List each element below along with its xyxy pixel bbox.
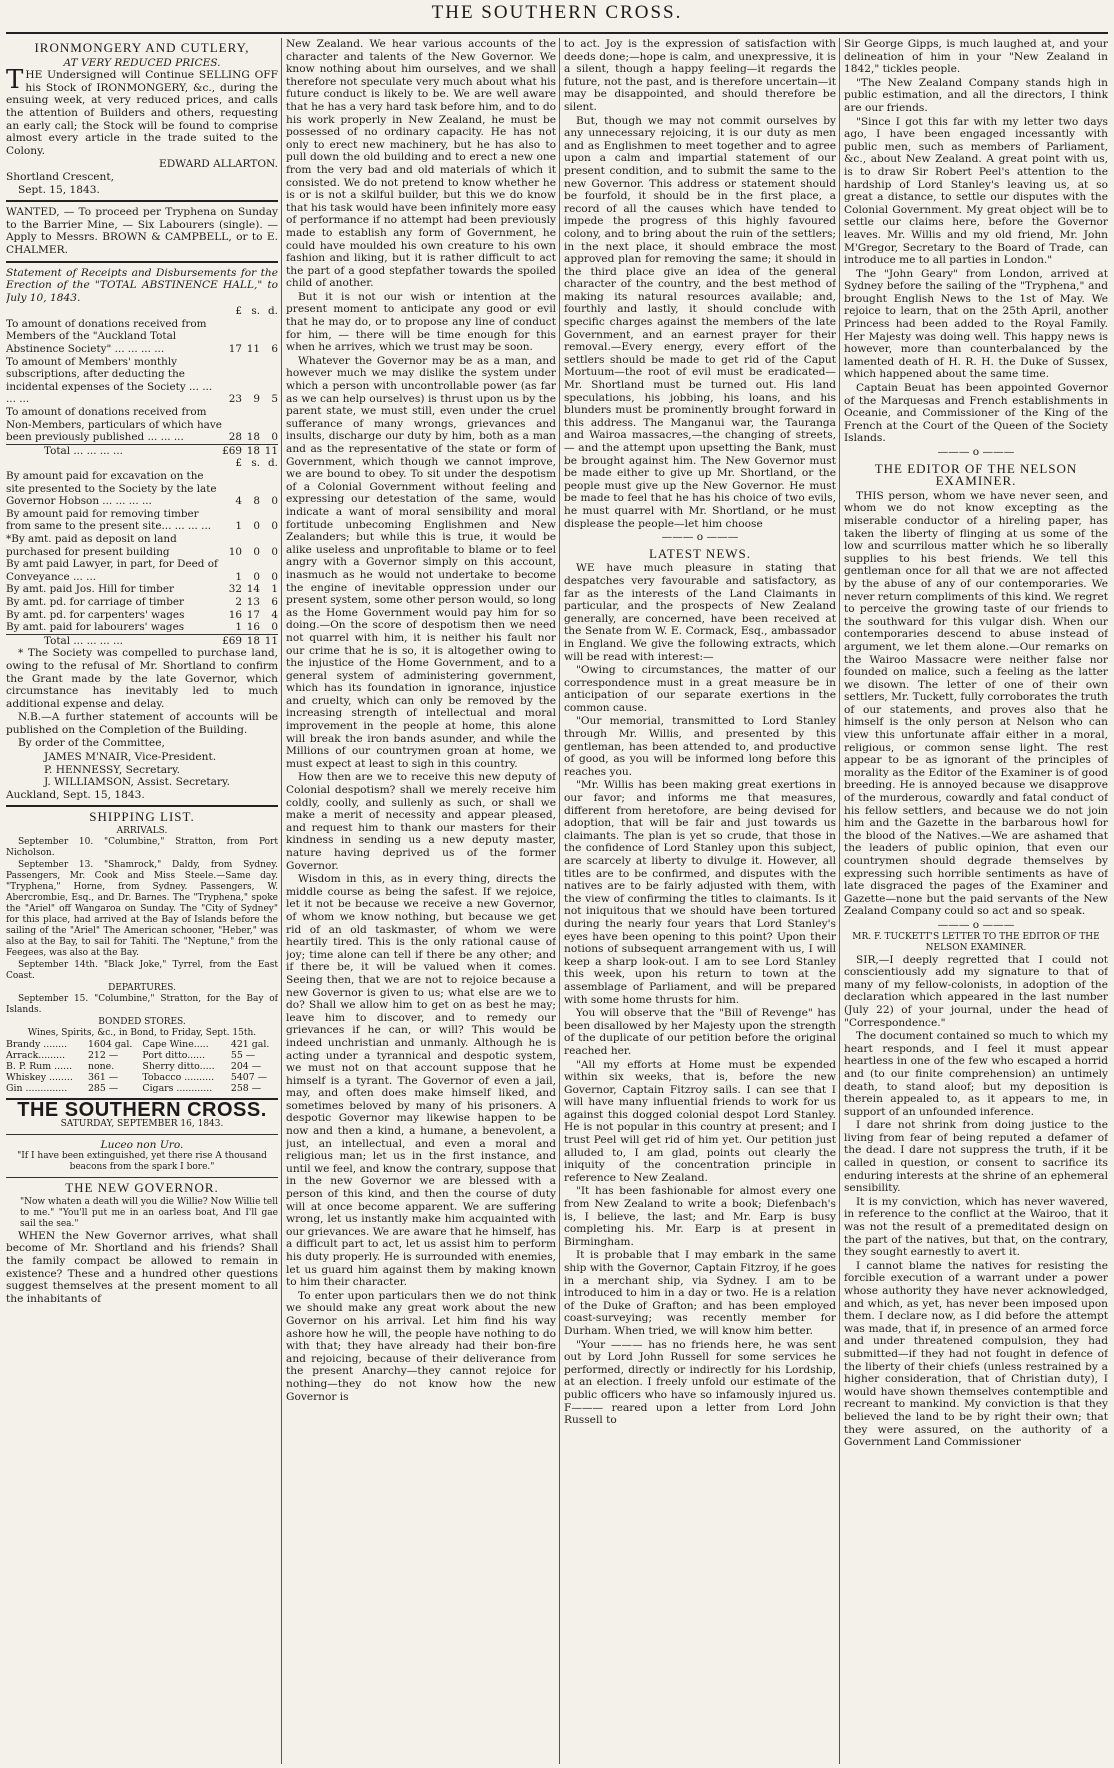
news-paragraph: It is probable that I may embark in the same ship with the Governor, Captain Fitzroy, if he goes in a merchant ship, via Sydney. I am to be introduced to him in a day or two. He is a relation of the Duke of Grafton; and has been employed coast-surveying; was recently member for Durham. When tried, we will know him better. (564, 1249, 836, 1337)
motto: Luceo non Uro. (100, 1138, 184, 1151)
news-paragraph: "Mr. Willis has been making great exertions in our favor; and informs me that measures, different from heretofore, are being devised for adoption, that will be fair and just towards us claimants. The plan is yet so crude, that those in the confidence of Lord Stanley upon this subject, are scarcely at liberty to divulge it. However, all titles are to be confirmed, and disputes with the natives are to be fairly adjusted with them, with the view of confirming the titles to claimants. Is it not iniquitous that we should have been tortured during the nearly four years that Lord Stanley's eyes have been opening to this point? Upon their notions of subsequent arrangement with us, I will keep a sharp look-out. I am to see Lord Stanley this week, upon his return to town at the assemblage of Parliament, and will be prepared with some home thrusts for him. (564, 779, 836, 1006)
rule (6, 261, 278, 263)
article-paragraph: Wisdom in this, as in every thing, directs the middle course as being the safest. If we rejoice, let it not be because we receive a new Governor, of whom we know nothing, but because we get rid of an old taskmaster, of whom we were heartily tired. This is the only rational cause of joy; time alone can tell if there be any other; and if there be, it will be valued when it comes. Seeing then, that we are not to rejoice because a new Governor is given to us; what else are we to do? Shall we allow him to get on as best he may; leave him to discover, and to remedy our grievances if he can, or will? This would be indeed unchristian and unmanly. Although he is acting under a tyrannical and despotic system, we must not on that account suppose that he himself is a tyrant. The Governor of even a jail, may, and often does make himself liked, and sometimes beloved by many of his prisoners. A despotic Governor may likewise happen to be now and then a kind, a humane, a benevolent, a just, an intellectual, and even a moral and religious man; let us in the first instance, and until we feel, and know the contrary, suppose that in the new Governor we are blessed with a person of this kind, and then the course of duty will at once become apparent. We are suffering wrong, let us instantly make him acquainted with our grievances. We are aware that he himself, has a difficult part to act, let us assist him to perform his duty properly. He is surrounded with enemies, let us guard him against them by making known to him their character. (286, 873, 556, 1289)
new-governor-body: WHEN the New Governor arrives, what shall become of Mr. Shortland and his friends? Shall the family compact be allowed to remain in existence? These and a hundred other questions suggest themselves at the present moment to all the inhabitants of (6, 1229, 278, 1305)
paper-title: THE SOUTHERN CROSS. (17, 1099, 267, 1122)
letter-paragraph: The document contained so much to which my heart responds, and I feel it must appear heartless in one of the few who escaped a horrid and (to our finite comprehension) an untimely death, to stand aloof; but my deposition is therein appealed to, as it appears to me, in support of an unfounded inference. (844, 1030, 1108, 1118)
article-paragraph: New Zealand. We hear various accounts of the character and talents of the New Governor. We know nothing about him ourselves, and we shall therefore not speculate very much about what his future conduct is likely to be. We are well aware that he has a very hard task before him, and to do his work properly in New Zealand, he must be possessed of no ordinary capacity. He has not only to erect new machinery, but he has also to pull down the old building and to erect a new one from the very bad and old materials of which it consisted. We do not pretend to know whether he is or is not a skilful builder, but this we do know that his task would have been infinitely more easy of performance if no attempt had been previously made to establish any form of Government, he could have moulded his own creature to his own fashion and liking, but it is rather difficult to act the part of a good stepfather towards the spoiled child of another. (286, 38, 556, 290)
masthead-title: THE SOUTHERN CROSS. (431, 2, 683, 23)
statement-title: Statement of Receipts and Disbursements for the Erection of the "TOTAL ABSTINENCE HALL," to July 10, 1843. (6, 266, 278, 304)
letter-title: MR. F. TUCKETT'S LETTER TO THE EDITOR OF THE NELSON EXAMINER. (852, 931, 1100, 953)
table-row: By amount paid for excavation on the site presented to the Society by the late Governor Hobson ... ... ... ... 4 8 0 (6, 470, 278, 508)
news-paragraph: "It has been fashionable for almost every one from New Zealand to write a book; Diefenbach's is, I believe, the last; and Mr. Earp is busy completing his. Mr. Earp is at present in Birmingham. (564, 1185, 836, 1248)
article-paragraph: Captain Beuat has been appointed Governor of the Marquesas and French establishments in Oceanie, and Commissioner of the King of the French at the Court of the Queen of the Society Islands. (844, 382, 1108, 445)
receipts-table: £ s. d. To amount of donations received from Members of the "Auckland Total Abstinence Society" ... ... ... ... 17 11 6 To amount of Members' monthly subscriptions, after deducting the incidental expenses of the Society ... ... ... ... 23 9 5 To amount of donations received from Non-Members, particulars of which have been previously published ... ... ... 28 18 0 Total ... ... ... ... £69 18 11 (6, 305, 278, 457)
table-row: To amount of donations received from Members of the "Auckland Total Abstinence Society" ... ... ... ... 17 11 6 (6, 317, 278, 356)
column-4 (844, 38, 1108, 1764)
ironmongery-title: IRONMONGERY AND CUTLERY, (34, 40, 250, 55)
ironmongery-subtitle: AT VERY REDUCED PRICES. (63, 56, 221, 69)
wanted-ad: WANTED, — To proceed per Tryphena on Sunday to the Barrier Mine, — Six Labourers (single). — Apply to Messrs. BROWN & CAMPBELL, or to E. CHALMER. (6, 206, 278, 256)
column-divider (281, 38, 282, 1764)
article-paragraph: But it is not our wish or intention at the present moment to anticipate any good or evil that he may do, or to propose any line of conduct for him, — there will be time enough for this when he arrives, which we trust may be soon. (286, 290, 556, 354)
article-paragraph: to act. Joy is the expression of satisfaction with deeds done;—hope is calm, and unexpressive, it is a silent, though a happy feeling—it regards the future, not the past, and is therefore uncertain—it may be disappointed, and should therefore be silent. (564, 38, 836, 113)
ornament-rule: ——— o ——— (937, 446, 1015, 458)
table-row: By amt. paid for labourers' wages 1 16 0 (6, 621, 278, 634)
table-row: Gin .............. 285 — Cigars ............ 258 — (6, 1083, 262, 1095)
article-paragraph: But, though we may not commit ourselves by any unnecessary rejoicing, it is our duty as men and as Englishmen to meet together and to agree upon a calm and impartial statement of our present condition, and to submit the same to the new Governor. This address or statement should be fourfold, it should be in the first place, a record of all the causes which have tended to impede the progress of this highly favoured colony, and to bring about the ruin of the settlers; in the next place, it should embrace the most approved plan for removing the same; it should in the third place give an idea of the general character of the country, and the best method of making its natural resources available; and, fourthly and lastly, it should conclude with specific charges against the members of the late Government, and an earnest prayer for their removal.—Every energy, every effort of the settlers should be made to get rid of the Caput Mortuum—the root of evil must be eradicated—Mr. Shortland must be turned out. His land speculations, his jobbing, his loans, and his blunders must be prominently brought forward in this address. The Manganui war, the Tauranga and Wairoa massacres,—the changing of streets, — and the attempt upon upsetting the Bank, must be brought against him. The New Governor must be made either to give up Mr. Shortland, or the people must give up the New Governor. He must be made to feel that he has his choice of two evils, he must quarrel with Mr. Shortland, or he must displease the people—let him choose (564, 114, 836, 530)
signature: P. HENNESSY, Secretary. (44, 763, 181, 776)
ornament-rule: ——— o ——— (937, 918, 1015, 931)
statement-place: Auckland, Sept. 15, 1843. (6, 788, 145, 801)
article-paragraph: How then are we to receive this new deputy of Colonial despotism? shall we merely receive him coldly, coolly, and sullenly as such, or shall we make a merit of necessity and appear pleased, and request him to thank our masters for their kindness in sending us a new deputy master, nature having deprived us of the former Governor. (286, 771, 556, 872)
news-paragraph: "Owing to circumstances, the matter of our correspondence must in a great measure be in anticipation of our separate exertions in the common cause. (564, 664, 836, 714)
signature: J. WILLIAMSON, Assist. Secretary. (44, 776, 230, 789)
article-paragraph: "Since I got this far with my letter two days ago, I have been engaged incessantly with public men, such as members of Parliament, &c., about New Zealand. A great point with us, is to draw Sir Robert Peel's attention to the hardship of Lord Stanley's leaving us, at so great a distance, to settle our disputes with the Colonial Government. My great object will be to settle our claims here, before the Governor leaves. Mr. Willis and my old friend, Mr. John M'Gregor, Secretary to the Board of Trade, can introduce me to all parties in London." (844, 115, 1108, 267)
table-row: To amount of donations received from Non-Members, particulars of which have been previously published ... ... ... 28 18 0 (6, 406, 278, 444)
bonded-title: BONDED STORES. (98, 1017, 186, 1028)
nb-note: N.B.—A further statement of accounts will be published on the Completion of the Building. (6, 711, 278, 736)
total-row: Total ... ... ... ... £69 18 11 (6, 444, 278, 457)
column-2 (286, 38, 556, 1764)
latest-news-title: LATEST NEWS. (648, 545, 752, 561)
rule (6, 805, 278, 807)
ironmongery-place: Shortland Crescent, (6, 170, 114, 183)
bonded-subtitle: Wines, Spirits, &c., in Bond, to Friday, Sept. 15th. (27, 1028, 257, 1039)
letter-paragraph: I dare not shrink from doing justice to the living from fear of being reputed a defamer of the dead. I dare not suppress the truth, if it be called in question, or consent to sacrifice its enduring interests at the shrine of an ephemeral sensibility. (844, 1119, 1108, 1195)
dropcap: T (6, 65, 24, 96)
arrival-entry: September 13. "Shamrock," Daldy, from Sydney. Passengers, Mr. Cook and Miss Steele.—Same day. "Tryphena," Horne, from Sydney. Passengers, W. Abercrombie, Esq., and Dr. Barnes. The "Tryphena," spoke the "Ariel" off Wangaroa on Sunday. The "City of Sydney" for this place, had arrived at the Bay of Islands before the sailing of the "Ariel" The American schooner, "Heber," was also at the Bay, to sail for Tahiti. The "Neptune," from the Feegees, was also at the Bay. (6, 860, 278, 959)
table-row: *By amt. paid as deposit on land purchased for present building 10 0 0 (6, 532, 278, 558)
masthead-rule (6, 32, 1108, 34)
column-divider (559, 38, 560, 1764)
disbursements-table: £ s. d. By amount paid for excavation on the site presented to the Society by the late Governor Hobson ... ... ... ... 4 8 0 By amount paid for removing timber from same to the present site... ... ... ... 1 0 0 *By amt. paid as deposit on land purchased for present building 10 0 0 By amt paid Lawyer, in part, for Deed of Conveyance ... ... 1 0 0 By amt. paid Jos. Hill for timber 32 14 1 By amt. pd. for carriage of timber 2 13 6 By amt. pd. for carpenters' wages 16 17 4 By amt. paid for labourers' wages 1 16 0 Total ... ... ... ... £69 18 11 (6, 457, 278, 647)
motto-verse: "If I have been extinguished, yet there rise A thousand beacons from the spark I bore." (17, 1151, 267, 1173)
arrival-entry: September 10. "Columbine," Stratton, from Port Nicholson. (6, 837, 278, 859)
letter-paragraph: It is my conviction, which has never wavered, in reference to the conflict at the Wairoo, that it was not the result of a premeditated design on the part of the natives, but that, on the contrary, they sought earnestly to avert it. (844, 1195, 1108, 1259)
table-row: B. P. Rum ...... none. Sherry ditto..... 204 — (6, 1061, 262, 1073)
column-3 (564, 38, 836, 1764)
table-row: By amt paid Lawyer, in part, for Deed of Conveyance ... ... 1 0 0 (6, 558, 278, 583)
arrival-entry: September 14th. "Black Joke," Tyrrel, from the East Coast. (6, 960, 278, 982)
order-line: By order of the Committee, (18, 737, 165, 750)
table-row: By amt. paid Jos. Hill for timber 32 14 1 (6, 583, 278, 596)
new-governor-verse: "Now whaten a death will you die Willie? Now Willie tell to me." "You'll put me in an oarless boat, And I'll gae sail the sea." (20, 1196, 278, 1229)
article-paragraph: To enter upon particulars then we do not think we should make any great work about the new Governor on his arrival. Let him find his way ashore how he will, the people have nothing to do with that; they have already had their bon-fire and rejoicing, because of their deliverance from the present Anarchy—they cannot rejoice for nothing—they do not know how the new Governor is (286, 1289, 556, 1403)
departure-entry: September 15. "Columbine," Stratton, for the Bay of Islands. (6, 994, 278, 1016)
news-paragraph: "Our memorial, transmitted to Lord Stanley through Mr. Willis, and presented by this gentleman, has been attended to, and productive of good, as you will be informed long before this reaches you. (564, 715, 836, 778)
bonded-stores-table (6, 1039, 278, 1094)
letter-paragraph: SIR,—I deeply regretted that I could not conscientiously add my signature to that of many of my fellow-colonists, in adoption of the declaration which appeared in the last number (July 22) of your journal, under the head of "Correspondence." (844, 953, 1108, 1029)
table-row: By amt. pd. for carpenters' wages 16 17 4 (6, 608, 278, 621)
rule (6, 200, 278, 202)
footnote: * The Society was compelled to purchase land, owing to the refusal of Mr. Shortland to confirm the Grant made by the late Governor, which circumstance has inevitably led to much additional expense and delay. (6, 647, 278, 710)
news-paragraph: WE have much pleasure in stating that despatches very favourable and satisfactory, as far as the interests of the Land Claimants in particular, and the prospects of New Zealand generally, are concerned, have been received at the Senate from W. E. Cormack, Esq., ambassador in England. We give the following extracts, which will be read with interest:— (564, 562, 836, 663)
total-row: Total ... ... ... ... £69 18 11 (6, 634, 278, 647)
rule (6, 1134, 278, 1135)
departures-title: DEPARTURES. (108, 983, 176, 994)
table-row: To amount of Members' monthly subscriptions, after deducting the incidental expenses of the Society ... ... ... ... 23 9 5 (6, 355, 278, 406)
rule (6, 1177, 278, 1178)
article-paragraph: Whatever the Governor may be as a man, and however much we may dislike the system under which a person with uncontrollable power (as far as we can help ourselves) is thrust upon us by the parent state, we must still, even under the cruel sufferance of many wrongs, grievances and insults, discharge our duty by him, both as a man and as the representative of the state or form of Government, which though we cannot improve, we are bound to obey. To sit under the despotism of a Colonial Government without feeling and expressing our detestation of the same, would indicate a want of moral sensibility and moral fortitude unbecoming Englishmen and New Zealanders; but while this is true, it would be alike useless and unprofitable to blame or to feel angry with a Governor simply on this account, inasmuch as he would not undertake to become the engine of inevitable oppression under our present system, some other person would, so long as the Home Government would pay him for so doing.—On the score of despotism then we need not quarrel with him, it is neither his fault nor our crime that he is so, it is altogether owing to the injustice of the Home Government, and to a general system of administering government, which has its foundation in ignorance, injustice and cruelty, which can only be removed by the increasing strength of intellectual and moral improvement in the people at home, this alone will break the iron bands asunder, and while the Millions of our countrymen groan at home, we must expect at least to sigh in this country. (286, 354, 556, 770)
article-paragraph: Sir George Gipps, is much laughed at, and your delineation of him in your "New Zealand in 1842," tickles people. (844, 38, 1108, 76)
new-governor-title: THE NEW GOVERNOR. (65, 1180, 219, 1196)
article-paragraph: The "John Geary" from London, arrived at Sydney before the sailing of the "Tryphena," and brought English News to the 1st of May. We rejoice to learn, that on the 25th April, another Princess had been added to the Royal Family. Her Majesty was doing well. This happy news is however, more than counterbalanced by the lamented death of H. R. H. the Duke of Sussex, which happened about the same time. (844, 267, 1108, 381)
ironmongery-signature: EDWARD ALLARTON. (159, 158, 278, 171)
ironmongery-ad: THE Undersigned will Continue SELLING OFF his Stock of IRONMONGERY, &c., during the ensuing week, at very reduced prices, and calls the attention of Builders and others, requesting an early call; the Stock will be found to comprise almost every article in the trade suited to the Colony. (6, 65, 278, 157)
paper-date: SATURDAY, SEPTEMBER 16, 1843. (60, 1118, 224, 1129)
masthead (0, 0, 1114, 30)
editor-title: THE EDITOR OF THE NELSON EXAMINER. (874, 460, 1078, 489)
column-1 (6, 38, 278, 1764)
ironmongery-date: Sept. 15, 1843. (18, 183, 100, 196)
table-row: Brandy ........ 1604 gal. Cape Wine..... 421 gal. (6, 1039, 270, 1051)
ornament-rule: ——— o ——— (661, 531, 739, 544)
table-row: Arrack......... 212 — Port ditto...... 55 — (6, 1050, 256, 1062)
article-paragraph: "The New Zealand Company stands high in public estimation, and all the directors, I think are our friends. (844, 76, 1108, 114)
letter-paragraph: I cannot blame the natives for resisting the forcible execution of a warrant under a power whose authority they have never acknowledged, and which, as yet, has never been imposed upon them. I declare now, as I did before the attempt was made, that if, in presence of an armed force and under threatened compulsion, they had submitted—if they had not fought in defence of the liberty of their chiefs (unless restrained by a higher consideration, that of Christian duty), I would have shown themselves contemptible and recreant to mankind. My conviction is that they believed the land to be by right their own; that they were assured, on the authority of a Government Land Commissioner (844, 1259, 1108, 1449)
editor-paragraph: THIS person, whom we have never seen, and whom we do not know excepting as the miserable conductor of a hireling paper, has taken the liberty of flinging at us some of the low and scurrilous matter which he so liberally supplies to his best friends. We tell this gentleman once for all that we are not affected by the abuse of any of our contemporaries. We never return compliments of this kind. We regret to perceive the growing taste of our friends to the southward for this vulgar dish. When our contemporaries descend to abuse instead of argument, we let them alone.—Our remarks on the Wairoo Massacre were neither false nor founded on malice, such a feeling as the latter we disown. The letter of one of their own settlers, Mr. Tuckett, fully corroborates the truth of our statements, and proves also that he himself is the only person at Nelson who can view this unfortunate affair either in a moral, religious, or common sense light. The rest appear to be as ignorant of the principles of morality as the Editor of the Examiner is of good breeding. He is annoyed because we disapprove of the murderous, cowardly and fatal conduct of his fellow settlers, and because we do not join him and the Gazette in the barbarous howl for the blood of the Natives.—We are ashamed that the leaders of public opinion, that even our countrymen should degrade themselves by expressing such horrible sentiments as have of late disgraced the pages of the Examiner and Gazette—none but the paid servants of the New Zealand Company could so act and so speak. (844, 489, 1108, 918)
signature: JAMES M'NAIR, Vice-President. (44, 751, 217, 764)
table-row: Whiskey ........ 361 — Tobacco .......... 5407 — (6, 1072, 268, 1084)
table-row: By amt. pd. for carriage of timber 2 13 6 (6, 595, 278, 608)
news-paragraph: You will observe that the "Bill of Revenge" has been disallowed by her Majesty upon the strength of the duplicate of our petition before the original reached her. (564, 1007, 836, 1057)
shipping-title: SHIPPING LIST. (89, 809, 195, 825)
arrivals-title: ARRIVALS. (116, 826, 168, 837)
news-paragraph: "Your ——— has no friends here, he was sent out by Lord John Russell for some services he performed, directly or indirectly for his Lordship, at an election. I freely unfold our estimate of the public officers who have so infamously injured us. F——— reared upon a letter from Lord John Russell to (564, 1338, 836, 1427)
column-divider (839, 38, 840, 1764)
table-row: By amount paid for removing timber from same to the present site... ... ... ... 1 0 0 (6, 507, 278, 533)
news-paragraph: "All my efforts at Home must be expended within six weeks, that is, before the new Governor, Captain Fitzroy sails. I can see that I will have many influential friends to work for us against this dogged colonial despot Lord Stanley. He is not popular in this country at present; and I trust Peel will get rid of him yet. Our petition just alluded to, I am glad, points out clearly the iniquity of the concentration principle in reference to New Zealand. (564, 1058, 836, 1184)
